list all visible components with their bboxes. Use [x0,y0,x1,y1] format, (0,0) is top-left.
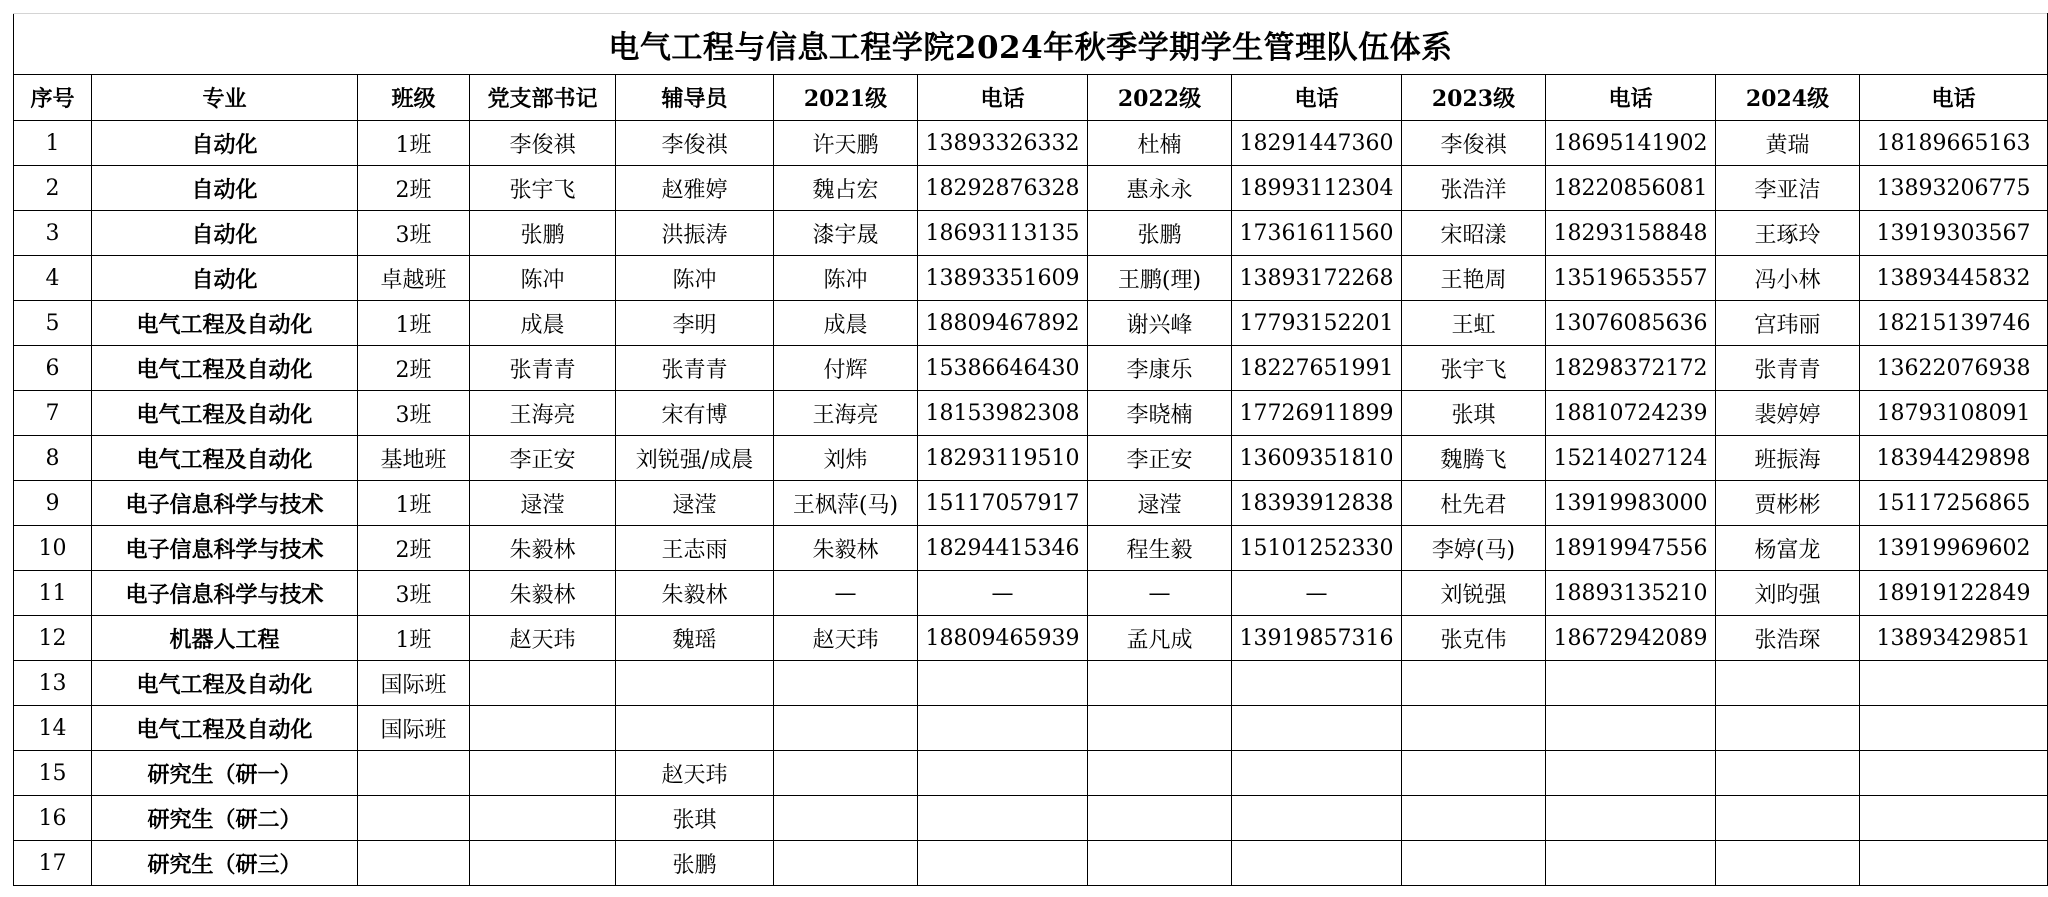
cell-major: 电子信息科学与技术 [92,526,358,571]
cell-counselor: 张青青 [616,346,774,391]
cell-2024-student: 班振海 [1716,436,1860,481]
cell-2021-phone: 18153982308 [918,391,1088,436]
cell-index: 1 [14,121,92,166]
cell-major: 电气工程及自动化 [92,661,358,706]
table-row [14,796,2048,841]
cell-index: 3 [14,211,92,256]
cell-2024-phone: 15117256865 [1860,481,2048,526]
cell-index: 9 [14,481,92,526]
cell-counselor: 李明 [616,301,774,346]
cell-party-secretary [470,751,616,796]
table-row [14,391,2048,436]
cell-2021-student: 成晨 [774,301,918,346]
cell-2021-phone: 15386646430 [918,346,1088,391]
cell-2021-student: 陈冲 [774,256,918,301]
table-row [14,121,2048,166]
cell-2022-phone: 13609351810 [1232,436,1402,481]
cell-2022-student: 杜楠 [1088,121,1232,166]
cell-index: 10 [14,526,92,571]
cell-2023-phone: 18810724239 [1546,391,1716,436]
cell-2023-student: 李俊祺 [1402,121,1546,166]
cell-major: 电气工程及自动化 [92,301,358,346]
cell-class: 3班 [358,211,470,256]
cell-2023-student [1402,841,1546,886]
cell-2023-phone: 13519653557 [1546,256,1716,301]
cell-2022-phone: 18993112304 [1232,166,1402,211]
col-header-phone-2023: 电话 [1546,75,1716,121]
cell-2023-student [1402,796,1546,841]
table-row [14,256,2048,301]
table-row [14,616,2048,661]
cell-counselor: 张琪 [616,796,774,841]
cell-2021-phone: 18809467892 [918,301,1088,346]
cell-2021-student [774,841,918,886]
cell-party-secretary: 逯滢 [470,481,616,526]
cell-2021-phone: 15117057917 [918,481,1088,526]
cell-2022-phone: 17726911899 [1232,391,1402,436]
cell-2022-student [1088,661,1232,706]
col-header-2023: 2023级 [1402,75,1546,121]
cell-2022-phone: 15101252330 [1232,526,1402,571]
cell-2023-phone [1546,751,1716,796]
cell-2024-phone: 13919969602 [1860,526,2048,571]
cell-2024-student: 张青青 [1716,346,1860,391]
cell-2023-phone: 15214027124 [1546,436,1716,481]
table-row [14,526,2048,571]
col-header-phone-2022: 电话 [1232,75,1402,121]
cell-2021-student [774,751,918,796]
cell-index: 6 [14,346,92,391]
table-row [14,706,2048,751]
cell-2021-student: 刘炜 [774,436,918,481]
table-row [14,211,2048,256]
cell-2023-phone [1546,796,1716,841]
cell-class: 1班 [358,481,470,526]
cell-party-secretary: 朱毅林 [470,526,616,571]
col-header-phone-2024: 电话 [1860,75,2048,121]
cell-party-secretary: 成晨 [470,301,616,346]
cell-2023-phone: 18919947556 [1546,526,1716,571]
col-header-2022: 2022级 [1088,75,1232,121]
cell-class: 2班 [358,166,470,211]
cell-2022-phone: 17793152201 [1232,301,1402,346]
cell-2022-student [1088,796,1232,841]
cell-2024-phone [1860,661,2048,706]
cell-2024-student [1716,751,1860,796]
cell-counselor: 赵天玮 [616,751,774,796]
cell-2023-student: 王艳周 [1402,256,1546,301]
cell-2024-phone: 13893445832 [1860,256,2048,301]
staff-roster-table [13,13,2048,886]
cell-counselor: 洪振涛 [616,211,774,256]
cell-2021-phone: 18292876328 [918,166,1088,211]
cell-2022-student: 李康乐 [1088,346,1232,391]
table-row [14,841,2048,886]
cell-major: 自动化 [92,256,358,301]
cell-2021-phone: 18693113135 [918,211,1088,256]
cell-class: 1班 [358,121,470,166]
cell-2021-student: 王枫萍(马) [774,481,918,526]
cell-2023-student: 张宇飞 [1402,346,1546,391]
cell-counselor: 赵雅婷 [616,166,774,211]
cell-2021-student: 王海亮 [774,391,918,436]
cell-major: 电子信息科学与技术 [92,571,358,616]
cell-2021-student: 魏占宏 [774,166,918,211]
cell-2024-phone: 13893206775 [1860,166,2048,211]
table-row [14,346,2048,391]
cell-party-secretary: 张鹏 [470,211,616,256]
cell-2024-student [1716,796,1860,841]
cell-index: 2 [14,166,92,211]
cell-2023-student: 张琪 [1402,391,1546,436]
cell-class [358,841,470,886]
cell-2021-student: 漆宇晟 [774,211,918,256]
cell-2022-student [1088,841,1232,886]
cell-2022-phone: 18393912838 [1232,481,1402,526]
table-row [14,436,2048,481]
cell-major: 自动化 [92,211,358,256]
cell-major: 研究生（研三） [92,841,358,886]
cell-2021-student [774,661,918,706]
cell-counselor: 朱毅林 [616,571,774,616]
cell-major: 自动化 [92,166,358,211]
cell-counselor [616,706,774,751]
cell-2022-phone [1232,706,1402,751]
cell-2021-student: 赵天玮 [774,616,918,661]
cell-2021-student: 朱毅林 [774,526,918,571]
cell-counselor: 刘锐强/成晨 [616,436,774,481]
cell-class: 国际班 [358,706,470,751]
cell-index: 16 [14,796,92,841]
table-row [14,166,2048,211]
spreadsheet-sheet [13,13,2047,886]
table-row [14,571,2048,616]
cell-counselor [616,661,774,706]
cell-2021-student [774,706,918,751]
cell-2022-phone: — [1232,571,1402,616]
cell-2023-student [1402,661,1546,706]
cell-2023-phone [1546,841,1716,886]
table-row [14,481,2048,526]
cell-2023-phone: 18293158848 [1546,211,1716,256]
cell-2024-student: 李亚洁 [1716,166,1860,211]
cell-2024-student: 宫玮丽 [1716,301,1860,346]
cell-major: 机器人工程 [92,616,358,661]
cell-2022-student: — [1088,571,1232,616]
cell-2022-student: 张鹏 [1088,211,1232,256]
cell-2022-student: 王鹏(理) [1088,256,1232,301]
col-header-major: 专业 [92,75,358,121]
cell-2023-student [1402,706,1546,751]
cell-index: 17 [14,841,92,886]
cell-class: 3班 [358,571,470,616]
cell-2022-phone: 18291447360 [1232,121,1402,166]
table-row [14,661,2048,706]
col-header-party-secretary: 党支部书记 [470,75,616,121]
cell-2024-student: 王琢玲 [1716,211,1860,256]
cell-2023-student: 李婷(马) [1402,526,1546,571]
cell-2021-phone: 18294415346 [918,526,1088,571]
cell-index: 12 [14,616,92,661]
cell-party-secretary: 张宇飞 [470,166,616,211]
cell-party-secretary [470,796,616,841]
cell-party-secretary: 赵天玮 [470,616,616,661]
cell-major: 电气工程及自动化 [92,391,358,436]
cell-2022-phone [1232,751,1402,796]
cell-2022-student: 逯滢 [1088,481,1232,526]
cell-2022-student [1088,706,1232,751]
cell-2022-student: 孟凡成 [1088,616,1232,661]
cell-2024-phone [1860,841,2048,886]
page-title: 电气工程与信息工程学院2024年秋季学期学生管理队伍体系 [14,14,2048,75]
col-header-phone-2021: 电话 [918,75,1088,121]
cell-2021-phone [918,706,1088,751]
cell-2021-phone: 18809465939 [918,616,1088,661]
cell-2021-phone: — [918,571,1088,616]
cell-2024-phone: 13893429851 [1860,616,2048,661]
cell-2021-phone [918,796,1088,841]
cell-2022-phone: 18227651991 [1232,346,1402,391]
cell-major: 电气工程及自动化 [92,346,358,391]
cell-2024-student [1716,706,1860,751]
cell-index: 7 [14,391,92,436]
cell-2022-student: 谢兴峰 [1088,301,1232,346]
cell-2021-phone: 18293119510 [918,436,1088,481]
cell-2024-student: 杨富龙 [1716,526,1860,571]
cell-class: 基地班 [358,436,470,481]
cell-index: 13 [14,661,92,706]
cell-2023-student [1402,751,1546,796]
cell-2023-phone [1546,706,1716,751]
cell-2024-student: 黄瑞 [1716,121,1860,166]
cell-2023-student: 刘锐强 [1402,571,1546,616]
cell-party-secretary [470,706,616,751]
cell-2022-student [1088,751,1232,796]
cell-2021-phone: 13893326332 [918,121,1088,166]
cell-party-secretary: 陈冲 [470,256,616,301]
cell-2024-student: 裴婷婷 [1716,391,1860,436]
cell-2023-student: 魏腾飞 [1402,436,1546,481]
cell-class [358,796,470,841]
table-body [14,14,2048,886]
cell-counselor: 李俊祺 [616,121,774,166]
cell-major: 电子信息科学与技术 [92,481,358,526]
col-header-class: 班级 [358,75,470,121]
cell-2023-phone: 13076085636 [1546,301,1716,346]
cell-2024-phone: 18215139746 [1860,301,2048,346]
cell-index: 14 [14,706,92,751]
header-row [14,75,2048,121]
cell-2023-student: 张浩洋 [1402,166,1546,211]
cell-party-secretary: 朱毅林 [470,571,616,616]
cell-2021-phone [918,751,1088,796]
col-header-2024: 2024级 [1716,75,1860,121]
cell-2022-phone [1232,796,1402,841]
cell-2024-phone: 18793108091 [1860,391,2048,436]
cell-index: 15 [14,751,92,796]
cell-2021-student: — [774,571,918,616]
cell-2023-student: 张克伟 [1402,616,1546,661]
cell-2024-phone: 18394429898 [1860,436,2048,481]
cell-2021-student: 付辉 [774,346,918,391]
cell-2022-phone: 13893172268 [1232,256,1402,301]
cell-party-secretary: 张青青 [470,346,616,391]
cell-counselor: 魏瑶 [616,616,774,661]
cell-index: 11 [14,571,92,616]
table-row [14,751,2048,796]
cell-2022-student: 惠永永 [1088,166,1232,211]
cell-party-secretary [470,841,616,886]
cell-2024-phone: 13919303567 [1860,211,2048,256]
cell-2023-phone: 18893135210 [1546,571,1716,616]
cell-2021-student: 许天鹏 [774,121,918,166]
cell-major: 研究生（研一） [92,751,358,796]
col-header-index: 序号 [14,75,92,121]
cell-2024-phone [1860,706,2048,751]
title-row [14,14,2048,75]
cell-2022-phone [1232,661,1402,706]
cell-party-secretary: 李正安 [470,436,616,481]
cell-class: 卓越班 [358,256,470,301]
cell-2024-student: 冯小林 [1716,256,1860,301]
col-header-counselor: 辅导员 [616,75,774,121]
cell-party-secretary [470,661,616,706]
cell-2024-student: 张浩琛 [1716,616,1860,661]
cell-2024-student: 贾彬彬 [1716,481,1860,526]
cell-2022-phone: 17361611560 [1232,211,1402,256]
cell-2023-student: 杜先君 [1402,481,1546,526]
cell-2024-student [1716,841,1860,886]
col-header-2021: 2021级 [774,75,918,121]
cell-2023-phone: 18695141902 [1546,121,1716,166]
cell-2024-phone [1860,796,2048,841]
cell-2022-student: 李正安 [1088,436,1232,481]
cell-2021-phone [918,841,1088,886]
cell-2024-phone: 13622076938 [1860,346,2048,391]
cell-index: 5 [14,301,92,346]
cell-2021-phone [918,661,1088,706]
cell-counselor: 张鹏 [616,841,774,886]
cell-2021-student [774,796,918,841]
cell-2022-student: 李晓楠 [1088,391,1232,436]
cell-2024-phone: 18919122849 [1860,571,2048,616]
cell-2023-student: 宋昭漾 [1402,211,1546,256]
cell-2023-phone: 18298372172 [1546,346,1716,391]
cell-class: 1班 [358,301,470,346]
cell-2021-phone: 13893351609 [918,256,1088,301]
cell-2022-phone: 13919857316 [1232,616,1402,661]
cell-2022-phone [1232,841,1402,886]
cell-class: 2班 [358,526,470,571]
cell-2023-phone: 18672942089 [1546,616,1716,661]
cell-counselor: 王志雨 [616,526,774,571]
cell-index: 4 [14,256,92,301]
cell-class: 3班 [358,391,470,436]
cell-class: 2班 [358,346,470,391]
table-row [14,301,2048,346]
cell-2024-phone [1860,751,2048,796]
cell-2024-student: 刘昀强 [1716,571,1860,616]
cell-index: 8 [14,436,92,481]
cell-2023-phone: 13919983000 [1546,481,1716,526]
cell-party-secretary: 王海亮 [470,391,616,436]
cell-counselor: 逯滢 [616,481,774,526]
cell-major: 电气工程及自动化 [92,706,358,751]
cell-party-secretary: 李俊祺 [470,121,616,166]
cell-class: 国际班 [358,661,470,706]
cell-counselor: 陈冲 [616,256,774,301]
cell-2023-student: 王虹 [1402,301,1546,346]
cell-class [358,751,470,796]
cell-2023-phone [1546,661,1716,706]
cell-major: 电气工程及自动化 [92,436,358,481]
cell-major: 自动化 [92,121,358,166]
cell-2024-phone: 18189665163 [1860,121,2048,166]
cell-class: 1班 [358,616,470,661]
cell-counselor: 宋有博 [616,391,774,436]
cell-2024-student [1716,661,1860,706]
cell-major: 研究生（研二） [92,796,358,841]
cell-2023-phone: 18220856081 [1546,166,1716,211]
cell-2022-student: 程生毅 [1088,526,1232,571]
